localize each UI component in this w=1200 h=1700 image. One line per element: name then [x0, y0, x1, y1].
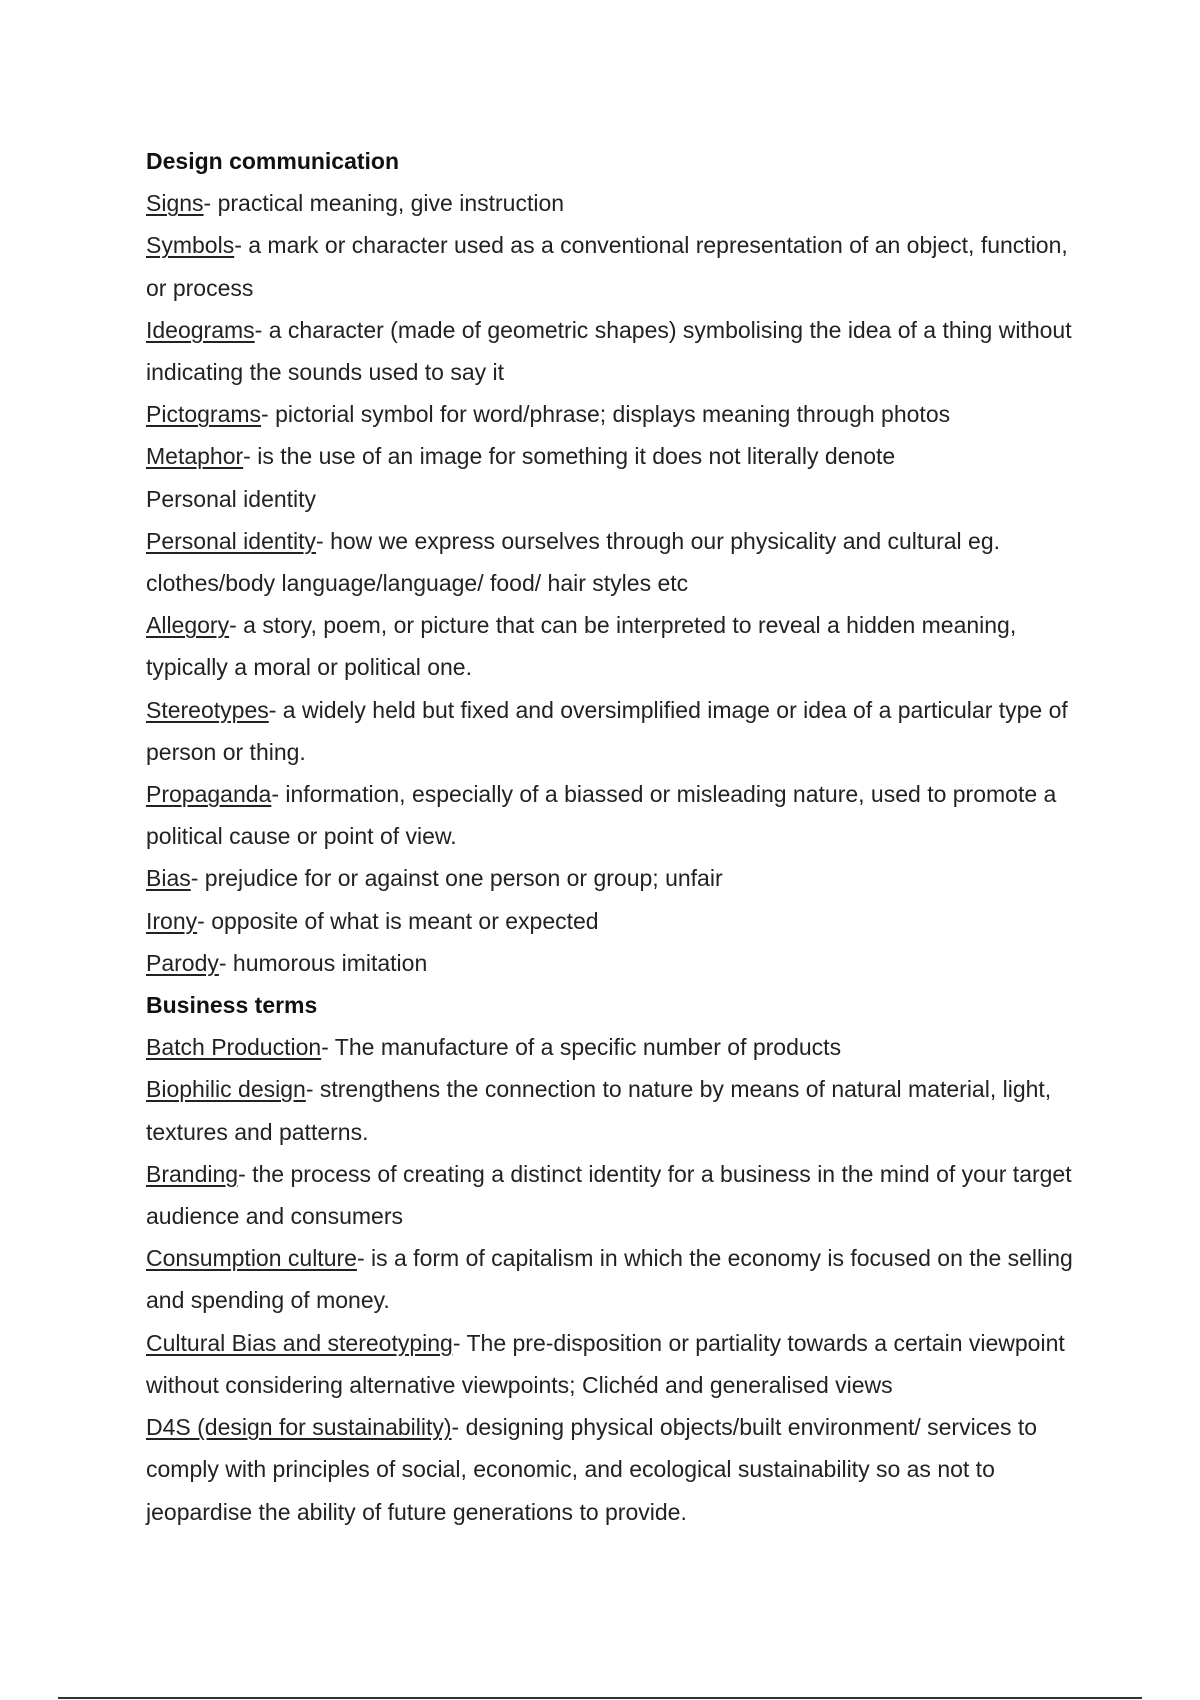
entry-ideograms: [146, 309, 1076, 393]
entry-irony: [146, 900, 1076, 942]
entry-allegory: [146, 604, 1076, 688]
definition-irony: - opposite of what is meant or expected: [197, 907, 599, 934]
definition-personal-identity: - how we express ourselves through our physicality and cultural eg. clothes/body language/language/ food/ hair styles etc: [146, 527, 1001, 597]
term-stereotypes: Stereotypes: [146, 696, 269, 723]
entry-batch-production: [146, 1026, 1076, 1068]
entry-symbols: [146, 224, 1076, 308]
heading-business-terms: Business terms: [146, 992, 318, 1019]
term-bias: Bias: [146, 865, 191, 892]
entry-personal-identity: [146, 520, 1076, 604]
entry-branding: [146, 1153, 1076, 1237]
definition-symbols: - a mark or character used as a conventional representation of an object, function, or process: [146, 232, 1068, 301]
entry-propaganda: [146, 773, 1076, 857]
entry-bias: [146, 857, 1076, 899]
term-biophilic-design: Biophilic design: [146, 1076, 306, 1103]
term-symbols: Symbols: [146, 232, 235, 259]
definition-d4s: - designing physical objects/built environment/ services to comply with principles of social, economic, and ecological sustainability so as not to jeopardise the ability of future generations to provide.: [146, 1414, 1038, 1525]
entry-parody: [146, 942, 1076, 984]
term-pictograms: Pictograms: [146, 401, 262, 428]
term-irony: Irony: [146, 907, 198, 934]
term-batch-production: Batch Production: [146, 1034, 322, 1061]
heading-design-communication: Design communication: [146, 148, 400, 174]
footer-divider: [58, 1697, 1142, 1699]
term-consumption-culture: Consumption culture: [146, 1245, 357, 1272]
term-d4s: D4S (design for sustainability): [146, 1414, 452, 1441]
entry-metaphor: [146, 435, 1076, 477]
term-metaphor: Metaphor: [146, 443, 244, 470]
definition-batch-production: - The manufacture of a specific number of products: [321, 1034, 842, 1061]
entry-cultural-bias: [146, 1322, 1076, 1406]
definition-parody: - humorous imitation: [218, 949, 428, 976]
definition-ideograms: - a character (made of geometric shapes) symbolising the idea of a thing without indicating the sounds used to say it: [146, 316, 1072, 386]
term-parody: Parody: [146, 949, 219, 976]
definition-signs: - practical meaning, give instruction: [203, 190, 565, 217]
definition-propaganda: - information, especially of a biassed or misleading nature, used to promote a political cause or point of view.: [146, 781, 1057, 850]
entry-stereotypes: [146, 689, 1076, 773]
term-cultural-bias: Cultural Bias and stereotyping: [146, 1329, 453, 1356]
definition-consumption-culture: - is a form of capitalism in which the economy is focused on the selling and spending of money.: [146, 1245, 1073, 1314]
term-propaganda: Propaganda: [146, 781, 272, 808]
term-allegory: Allegory: [146, 612, 230, 639]
entry-biophilic-design: [146, 1068, 1076, 1152]
label-personal-identity: Personal identity: [146, 485, 317, 512]
definition-biophilic-design: - strengthens the connection to nature by means of natural material, light, textures and patterns.: [146, 1076, 1052, 1145]
term-signs: Signs: [146, 190, 204, 217]
entry-d4s: [146, 1406, 1076, 1533]
term-ideograms: Ideograms: [146, 316, 255, 343]
entry-consumption-culture: [146, 1237, 1076, 1321]
definition-pictograms: - pictorial symbol for word/phrase; displays meaning through photos: [261, 401, 951, 428]
term-branding: Branding: [146, 1160, 239, 1187]
entry-signs: [146, 182, 1076, 224]
definition-allegory: - a story, poem, or picture that can be interpreted to reveal a hidden meaning, typically a moral or political one.: [146, 612, 1017, 681]
entry-pictograms: [146, 393, 1076, 435]
document-page: [146, 140, 1076, 1533]
term-personal-identity: Personal identity: [146, 527, 317, 554]
definition-stereotypes: - a widely held but fixed and oversimplified image or idea of a particular type of person or thing.: [146, 696, 1068, 765]
definition-bias: - prejudice for or against one person or group; unfair: [190, 865, 723, 892]
definition-cultural-bias: - The pre-disposition or partiality towards a certain viewpoint without considering alternative viewpoints; Clichéd and generalised views: [146, 1329, 1065, 1398]
definition-metaphor: - is the use of an image for something it does not literally denote: [243, 443, 896, 470]
definition-branding: - the process of creating a distinct identity for a business in the mind of your target audience and consumers: [146, 1160, 1072, 1230]
